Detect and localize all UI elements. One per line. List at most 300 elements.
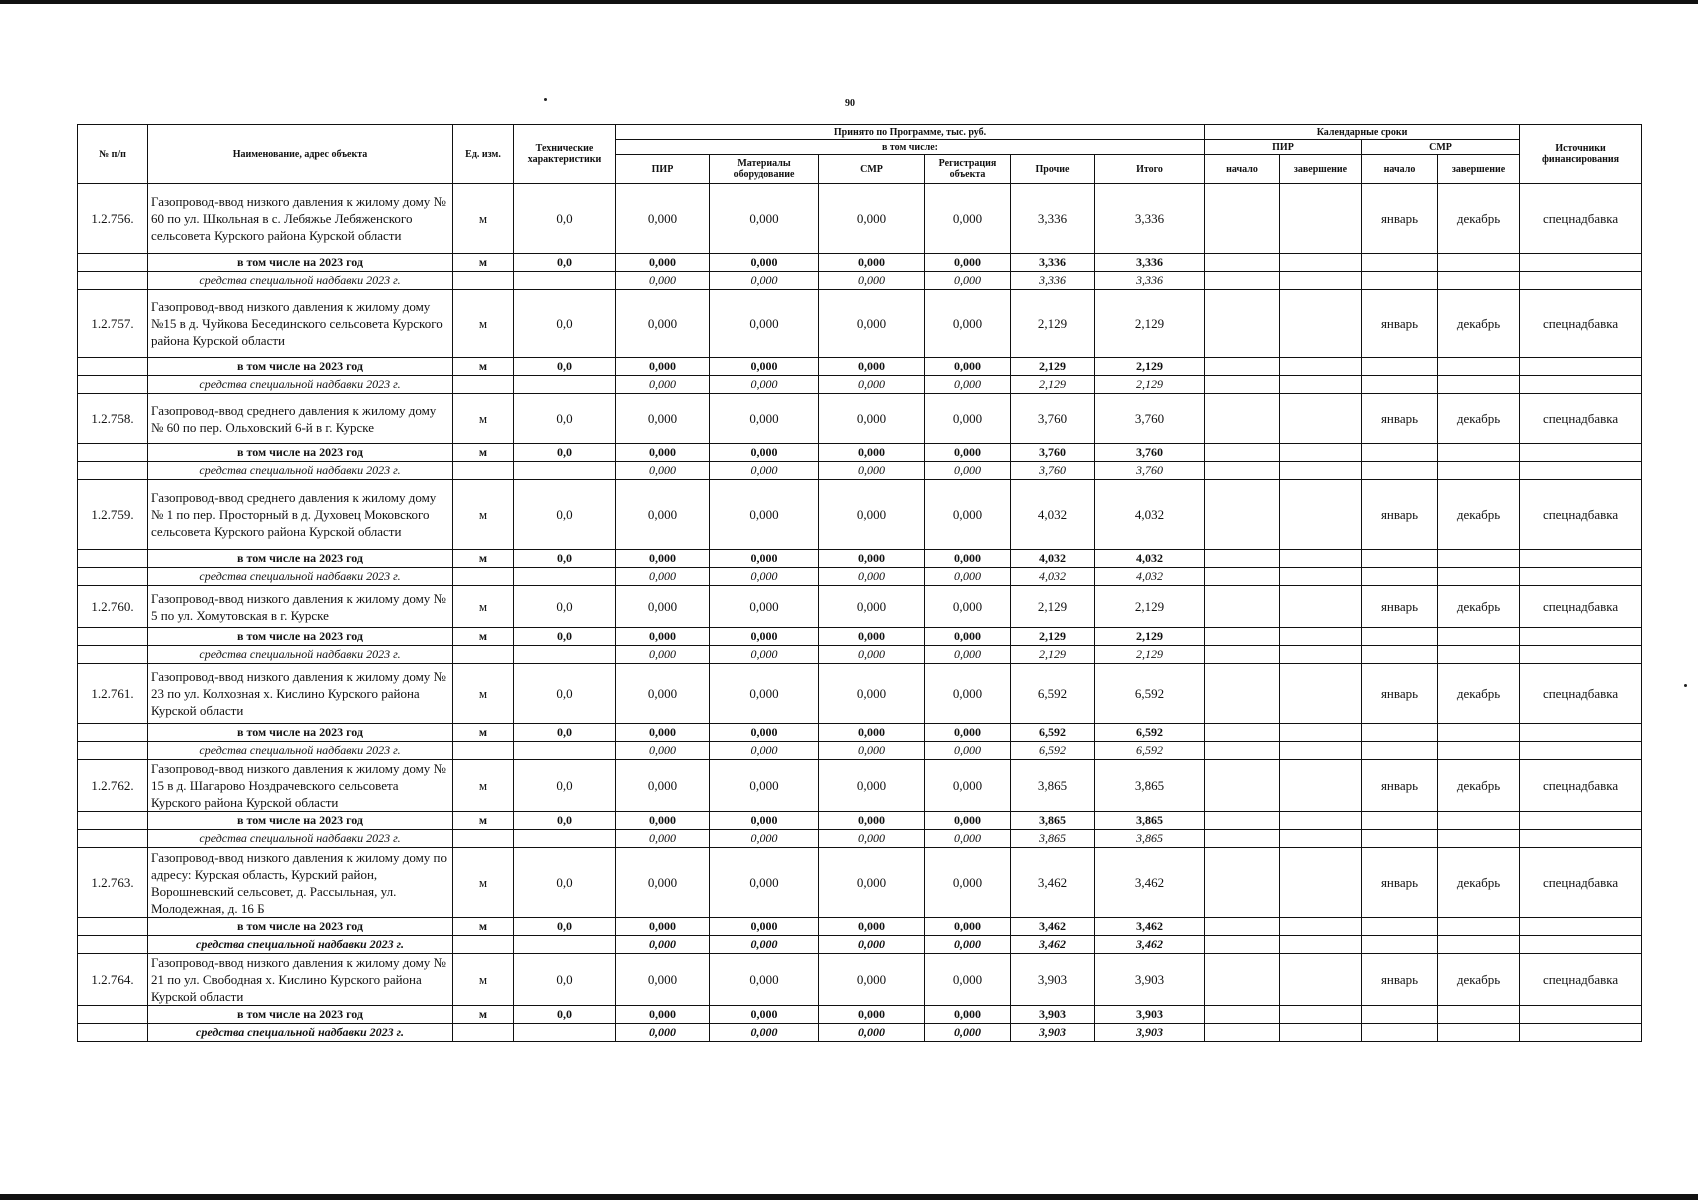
cell-pir-end [1280,848,1362,918]
cell-other: 2,129 [1011,586,1095,628]
cell-empty [78,812,148,830]
cell-sub-tech: 0,0 [514,358,616,376]
cell-materials: 0,000 [710,480,819,550]
cell-source: спецнадбавка [1520,290,1642,358]
cell-id: 1.2.759. [78,480,148,550]
cell-empty [1362,1024,1438,1042]
header-registration: Регистрация объекта [925,155,1011,184]
cell-empty [1362,376,1438,394]
cell-sub-total: 2,129 [1095,358,1205,376]
cell-sub-total: 3,336 [1095,254,1205,272]
cell-total: 2,129 [1095,586,1205,628]
cell-empty [1280,742,1362,760]
cell-sub-materials: 0,000 [710,1006,819,1024]
funding-row [78,376,1642,394]
cell-empty [1205,568,1280,586]
cell-smr-start: январь [1362,184,1438,254]
cell-sub-registration: 0,000 [925,1006,1011,1024]
cell-empty [1438,936,1520,954]
cell-empty [1520,628,1642,646]
cell-empty [1438,830,1520,848]
cell-id: 1.2.761. [78,664,148,724]
table-body [78,184,1642,1042]
cell-empty [1520,742,1642,760]
cell-empty [453,646,514,664]
cell-empty [1362,444,1438,462]
cell-unit: м [453,664,514,724]
cell-src-pir: 0,000 [616,742,710,760]
cell-empty [1280,1006,1362,1024]
cell-src-pir: 0,000 [616,272,710,290]
cell-pir-end [1280,394,1362,444]
cell-source: спецнадбавка [1520,184,1642,254]
cell-sub-other: 3,760 [1011,444,1095,462]
cell-smr-end: декабрь [1438,664,1520,724]
cell-source: спецнадбавка [1520,664,1642,724]
cell-source: спецнадбавка [1520,848,1642,918]
cell-empty [1280,628,1362,646]
cell-empty [1520,830,1642,848]
cell-src-total: 3,865 [1095,830,1205,848]
object-row [78,480,1642,550]
cell-empty [1280,812,1362,830]
cell-empty [1362,568,1438,586]
cell-src-total: 3,336 [1095,272,1205,290]
cell-src-smr: 0,000 [819,462,925,480]
cell-sub-other: 4,032 [1011,550,1095,568]
cell-empty [514,272,616,290]
header-pir: ПИР [616,155,710,184]
cell-sub-pir: 0,000 [616,444,710,462]
cell-empty [1520,918,1642,936]
cell-sub-unit: м [453,812,514,830]
cell-smr: 0,000 [819,664,925,724]
cell-empty [453,376,514,394]
page-number: 90 [845,98,855,109]
cell-id: 1.2.760. [78,586,148,628]
object-row [78,290,1642,358]
funding-row [78,462,1642,480]
cell-registration: 0,000 [925,290,1011,358]
cell-materials: 0,000 [710,290,819,358]
cell-total: 3,462 [1095,848,1205,918]
cell-smr: 0,000 [819,954,925,1006]
cell-empty [1362,918,1438,936]
cell-id: 1.2.763. [78,848,148,918]
cell-src-smr: 0,000 [819,936,925,954]
cell-src-other: 6,592 [1011,742,1095,760]
cell-empty [453,830,514,848]
cell-src-label: средства специальной надбавки 2023 г. [148,568,453,586]
cell-empty [1520,1006,1642,1024]
cell-pir-start [1205,290,1280,358]
cell-src-other: 3,865 [1011,830,1095,848]
program-table [77,124,1642,1042]
cell-sub-tech: 0,0 [514,550,616,568]
cell-pir-end [1280,290,1362,358]
cell-smr-end: декабрь [1438,586,1520,628]
cell-sub-label: в том числе на 2023 год [148,444,453,462]
cell-sub-pir: 0,000 [616,918,710,936]
cell-empty [514,742,616,760]
subtotal-row [78,1006,1642,1024]
subtotal-row [78,918,1642,936]
cell-registration: 0,000 [925,954,1011,1006]
cell-smr-start: январь [1362,954,1438,1006]
cell-empty [1205,724,1280,742]
cell-registration: 0,000 [925,760,1011,812]
cell-sub-total: 3,865 [1095,812,1205,830]
cell-empty [1205,646,1280,664]
object-row [78,586,1642,628]
cell-pir-start [1205,954,1280,1006]
cell-empty [514,568,616,586]
header-total: Итого [1095,155,1205,184]
cell-empty [1205,1024,1280,1042]
cell-src-total: 6,592 [1095,742,1205,760]
cell-empty [1280,646,1362,664]
cell-src-pir: 0,000 [616,830,710,848]
cell-pir: 0,000 [616,394,710,444]
cell-src-registration: 0,000 [925,462,1011,480]
cell-empty [1280,376,1362,394]
cell-pir-start [1205,184,1280,254]
cell-materials: 0,000 [710,954,819,1006]
cell-sub-other: 2,129 [1011,628,1095,646]
cell-smr-start: январь [1362,760,1438,812]
cell-empty [78,444,148,462]
cell-other: 2,129 [1011,290,1095,358]
cell-empty [1362,724,1438,742]
cell-src-materials: 0,000 [710,646,819,664]
cell-src-registration: 0,000 [925,272,1011,290]
subtotal-row [78,444,1642,462]
cell-empty [514,830,616,848]
cell-empty [1438,742,1520,760]
cell-sub-registration: 0,000 [925,724,1011,742]
cell-total: 6,592 [1095,664,1205,724]
cell-sub-registration: 0,000 [925,444,1011,462]
cell-sub-other: 3,903 [1011,1006,1095,1024]
cell-src-smr: 0,000 [819,742,925,760]
cell-empty [1520,568,1642,586]
cell-src-total: 3,760 [1095,462,1205,480]
cell-smr-end: декабрь [1438,760,1520,812]
cell-smr-start: январь [1362,480,1438,550]
cell-src-materials: 0,000 [710,462,819,480]
cell-tech: 0,0 [514,760,616,812]
cell-pir-start [1205,394,1280,444]
cell-smr-end: декабрь [1438,954,1520,1006]
header-smr-end: завершение [1438,155,1520,184]
cell-sub-tech: 0,0 [514,724,616,742]
cell-empty [1520,646,1642,664]
cell-sub-other: 3,336 [1011,254,1095,272]
cell-tech: 0,0 [514,184,616,254]
cell-empty [1438,812,1520,830]
cell-smr-start: январь [1362,394,1438,444]
header-sources: Источники финансирования [1520,125,1642,184]
cell-pir-end [1280,184,1362,254]
scan-edge-top [0,0,1698,4]
cell-src-registration: 0,000 [925,1024,1011,1042]
cell-src-registration: 0,000 [925,376,1011,394]
cell-sub-pir: 0,000 [616,1006,710,1024]
cell-src-registration: 0,000 [925,646,1011,664]
object-row [78,184,1642,254]
cell-sub-total: 3,760 [1095,444,1205,462]
cell-src-materials: 0,000 [710,1024,819,1042]
cell-src-materials: 0,000 [710,568,819,586]
cell-empty [514,462,616,480]
cell-id: 1.2.756. [78,184,148,254]
scan-edge-bottom [0,1194,1698,1200]
cell-smr: 0,000 [819,480,925,550]
cell-pir: 0,000 [616,586,710,628]
cell-pir-end [1280,586,1362,628]
cell-src-pir: 0,000 [616,462,710,480]
cell-name: Газопровод-ввод низкого давления к жилому дому № 21 по ул. Свободная х. Кислино Курского района Курской области [148,954,453,1006]
cell-empty [1362,628,1438,646]
cell-tech: 0,0 [514,664,616,724]
funding-row [78,830,1642,848]
cell-smr: 0,000 [819,184,925,254]
cell-empty [1280,272,1362,290]
cell-empty [1362,646,1438,664]
cell-src-total: 2,129 [1095,376,1205,394]
cell-name: Газопровод-ввод среднего давления к жилому дому № 1 по пер. Просторный в д. Духовец Моковского сельсовета Курского района Курской области [148,480,453,550]
table-header [78,125,1642,184]
cell-unit: м [453,760,514,812]
cell-pir: 0,000 [616,848,710,918]
cell-id: 1.2.762. [78,760,148,812]
cell-sub-registration: 0,000 [925,918,1011,936]
cell-pir-end [1280,954,1362,1006]
cell-sub-pir: 0,000 [616,628,710,646]
cell-smr-end: декабрь [1438,848,1520,918]
funding-row [78,646,1642,664]
cell-empty [78,550,148,568]
cell-empty [1205,550,1280,568]
cell-empty [1520,376,1642,394]
cell-empty [78,462,148,480]
cell-sub-other: 6,592 [1011,724,1095,742]
cell-empty [78,628,148,646]
cell-src-materials: 0,000 [710,272,819,290]
cell-name: Газопровод-ввод низкого давления к жилому дому № 60 по ул. Школьная в с. Лебяжье Лебяженского сельсовета Курского района Курской области [148,184,453,254]
header-other: Прочие [1011,155,1095,184]
cell-registration: 0,000 [925,848,1011,918]
cell-src-label: средства специальной надбавки 2023 г. [148,936,453,954]
cell-pir-start [1205,480,1280,550]
cell-src-total: 3,903 [1095,1024,1205,1042]
header-num: № п/п [78,125,148,184]
cell-other: 3,760 [1011,394,1095,444]
cell-sub-tech: 0,0 [514,628,616,646]
funding-row [78,742,1642,760]
cell-empty [1280,936,1362,954]
cell-tech: 0,0 [514,954,616,1006]
cell-sub-total: 4,032 [1095,550,1205,568]
object-row [78,664,1642,724]
cell-total: 3,760 [1095,394,1205,444]
cell-sub-pir: 0,000 [616,358,710,376]
cell-unit: м [453,184,514,254]
cell-sub-tech: 0,0 [514,812,616,830]
cell-empty [1280,444,1362,462]
cell-empty [1362,358,1438,376]
cell-sub-materials: 0,000 [710,254,819,272]
cell-src-smr: 0,000 [819,568,925,586]
cell-sub-smr: 0,000 [819,358,925,376]
subtotal-row [78,812,1642,830]
cell-empty [1205,254,1280,272]
cell-sub-materials: 0,000 [710,550,819,568]
cell-empty [78,568,148,586]
cell-total: 3,865 [1095,760,1205,812]
header-including: в том числе: [616,140,1205,155]
cell-tech: 0,0 [514,394,616,444]
cell-sub-pir: 0,000 [616,550,710,568]
cell-empty [1280,462,1362,480]
cell-sub-smr: 0,000 [819,812,925,830]
cell-empty [1520,550,1642,568]
cell-other: 3,903 [1011,954,1095,1006]
cell-sub-smr: 0,000 [819,1006,925,1024]
cell-empty [1438,272,1520,290]
cell-source: спецнадбавка [1520,394,1642,444]
cell-sub-materials: 0,000 [710,812,819,830]
subtotal-row [78,628,1642,646]
cell-empty [78,358,148,376]
header-cal-smr: СМР [1362,140,1520,155]
cell-sub-registration: 0,000 [925,812,1011,830]
cell-src-other: 3,462 [1011,936,1095,954]
cell-materials: 0,000 [710,760,819,812]
cell-empty [1280,254,1362,272]
cell-pir: 0,000 [616,290,710,358]
subtotal-row [78,254,1642,272]
funding-row [78,936,1642,954]
cell-total: 3,903 [1095,954,1205,1006]
header-name: Наименование, адрес объекта [148,125,453,184]
cell-src-label: средства специальной надбавки 2023 г. [148,462,453,480]
cell-empty [1205,1006,1280,1024]
cell-empty [1205,918,1280,936]
funding-row [78,272,1642,290]
cell-sub-total: 6,592 [1095,724,1205,742]
cell-empty [1205,272,1280,290]
cell-empty [453,742,514,760]
cell-sub-materials: 0,000 [710,918,819,936]
cell-empty [1205,628,1280,646]
cell-empty [1520,254,1642,272]
cell-source: спецнадбавка [1520,480,1642,550]
cell-source: спецнадбавка [1520,954,1642,1006]
cell-other: 4,032 [1011,480,1095,550]
cell-empty [1438,646,1520,664]
cell-empty [514,646,616,664]
header-smr: СМР [819,155,925,184]
cell-sub-unit: м [453,254,514,272]
cell-empty [1520,444,1642,462]
cell-empty [453,1024,514,1042]
cell-empty [78,830,148,848]
cell-sub-label: в том числе на 2023 год [148,628,453,646]
cell-unit: м [453,480,514,550]
header-unit: Ед. изм. [453,125,514,184]
cell-smr: 0,000 [819,290,925,358]
cell-empty [78,376,148,394]
cell-unit: м [453,394,514,444]
scan-speck [1684,684,1687,687]
cell-registration: 0,000 [925,394,1011,444]
cell-src-registration: 0,000 [925,742,1011,760]
cell-unit: м [453,586,514,628]
cell-empty [78,272,148,290]
cell-empty [1280,358,1362,376]
cell-sub-total: 3,903 [1095,1006,1205,1024]
cell-empty [1280,550,1362,568]
cell-sub-unit: м [453,550,514,568]
cell-tech: 0,0 [514,480,616,550]
subtotal-row [78,358,1642,376]
cell-src-total: 3,462 [1095,936,1205,954]
cell-empty [1438,550,1520,568]
cell-sub-registration: 0,000 [925,254,1011,272]
cell-sub-tech: 0,0 [514,918,616,936]
cell-materials: 0,000 [710,848,819,918]
cell-sub-registration: 0,000 [925,628,1011,646]
cell-sub-total: 2,129 [1095,628,1205,646]
cell-empty [1280,830,1362,848]
cell-pir-end [1280,760,1362,812]
cell-empty [1205,812,1280,830]
cell-empty [1205,376,1280,394]
cell-empty [78,742,148,760]
subtotal-row [78,550,1642,568]
cell-empty [1280,918,1362,936]
cell-empty [1362,742,1438,760]
cell-empty [1205,936,1280,954]
cell-src-label: средства специальной надбавки 2023 г. [148,376,453,394]
cell-empty [78,646,148,664]
cell-src-label: средства специальной надбавки 2023 г. [148,646,453,664]
cell-src-other: 2,129 [1011,646,1095,664]
cell-tech: 0,0 [514,848,616,918]
cell-src-materials: 0,000 [710,936,819,954]
cell-empty [1362,1006,1438,1024]
cell-pir: 0,000 [616,760,710,812]
cell-src-smr: 0,000 [819,1024,925,1042]
object-row [78,954,1642,1006]
cell-src-other: 4,032 [1011,568,1095,586]
cell-sub-pir: 0,000 [616,724,710,742]
cell-src-smr: 0,000 [819,830,925,848]
cell-sub-unit: м [453,628,514,646]
cell-smr-end: декабрь [1438,290,1520,358]
cell-total: 3,336 [1095,184,1205,254]
cell-sub-tech: 0,0 [514,1006,616,1024]
cell-materials: 0,000 [710,394,819,444]
cell-sub-smr: 0,000 [819,724,925,742]
cell-src-smr: 0,000 [819,376,925,394]
cell-empty [1362,462,1438,480]
cell-id: 1.2.758. [78,394,148,444]
cell-src-label: средства специальной надбавки 2023 г. [148,272,453,290]
cell-src-pir: 0,000 [616,1024,710,1042]
cell-pir-start [1205,848,1280,918]
